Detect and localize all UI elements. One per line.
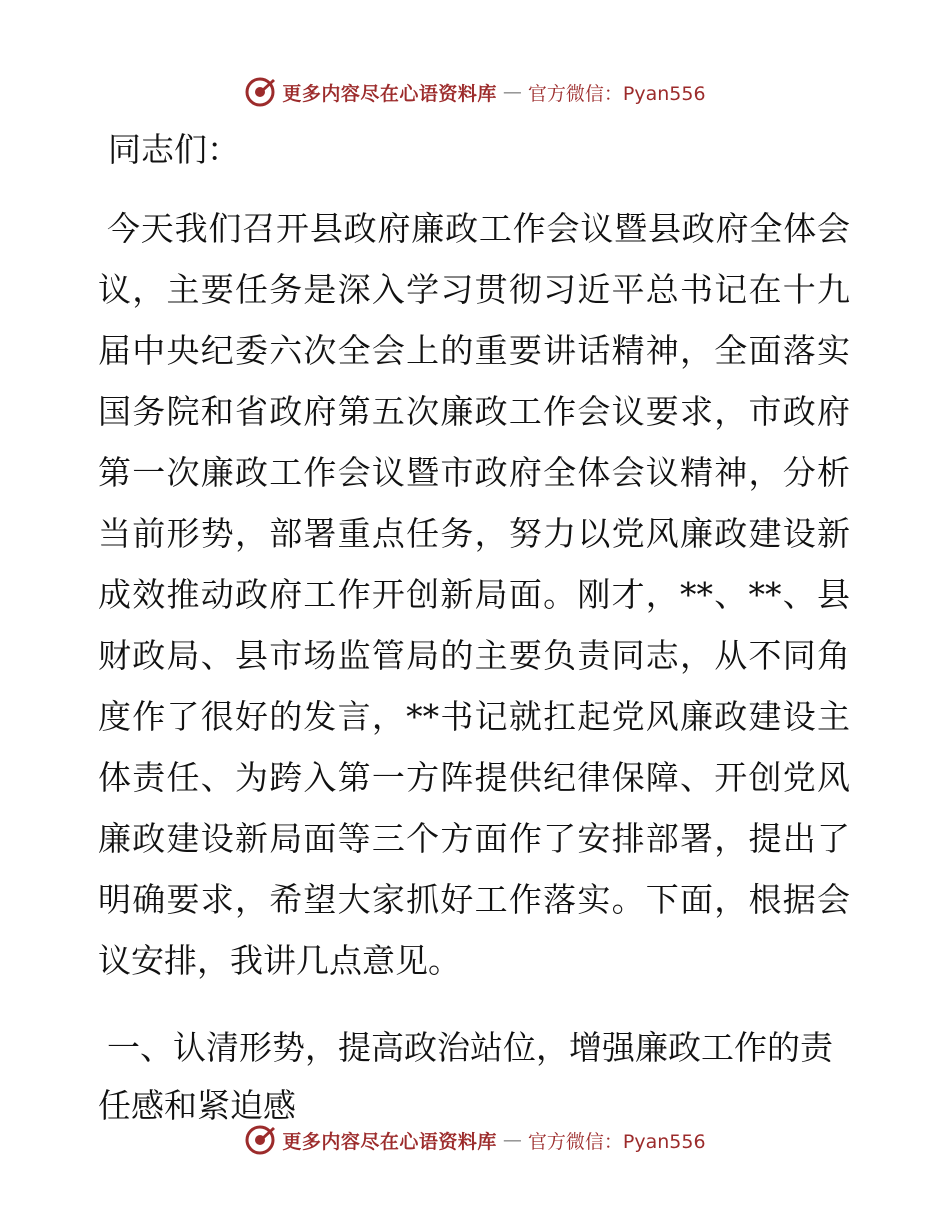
salutation: 同志们：: [108, 130, 240, 169]
watermark-separator: —: [502, 1129, 522, 1151]
watermark-banner-top: [0, 72, 950, 112]
document-body: [98, 124, 850, 1135]
red-pen-circle-logo-icon: [244, 1124, 276, 1156]
intro-paragraph: 今天我们召开县政府廉政工作会议暨县政府全体会议，主要任务是深入学习贯彻习近平总书记在十九届中央纪委六次全会上的重要讲话精神，全面落实国务院和省政府第五次廉政工作会议要求，市政府第一次廉政工作会议暨市政府全体会议精神，分析当前形势，部署重点任务，努力以党风廉政建设新成效推动政府工作开创新局面。刚才，**、**、县财政局、县市场监管局的主要负责同志，从不同角度作了很好的发言，**书记就扛起党风廉政建设主体责任、为跨入第一方阵提供纪律保障、开创党风廉政建设新局面等三个方面作了安排部署，提出了明确要求，希望大家抓好工作落实。下面，根据会议安排，我讲几点意见。: [98, 209, 850, 980]
red-pen-circle-logo-icon: [244, 76, 276, 108]
watermark-wechat-text: 官方微信：Pyan556: [527, 82, 706, 105]
watermark-wechat-text: 官方微信：Pyan556: [527, 1130, 706, 1153]
watermark-brand-text: 更多内容尽在心语资料库: [282, 1130, 497, 1153]
watermark-brand-text: 更多内容尽在心语资料库: [282, 82, 497, 105]
section-heading: 一、认清形势，提高政治站位，增强廉政工作的责任感和紧迫感: [98, 1028, 833, 1125]
watermark-separator: —: [502, 81, 522, 103]
watermark-banner-bottom: [0, 1120, 950, 1160]
